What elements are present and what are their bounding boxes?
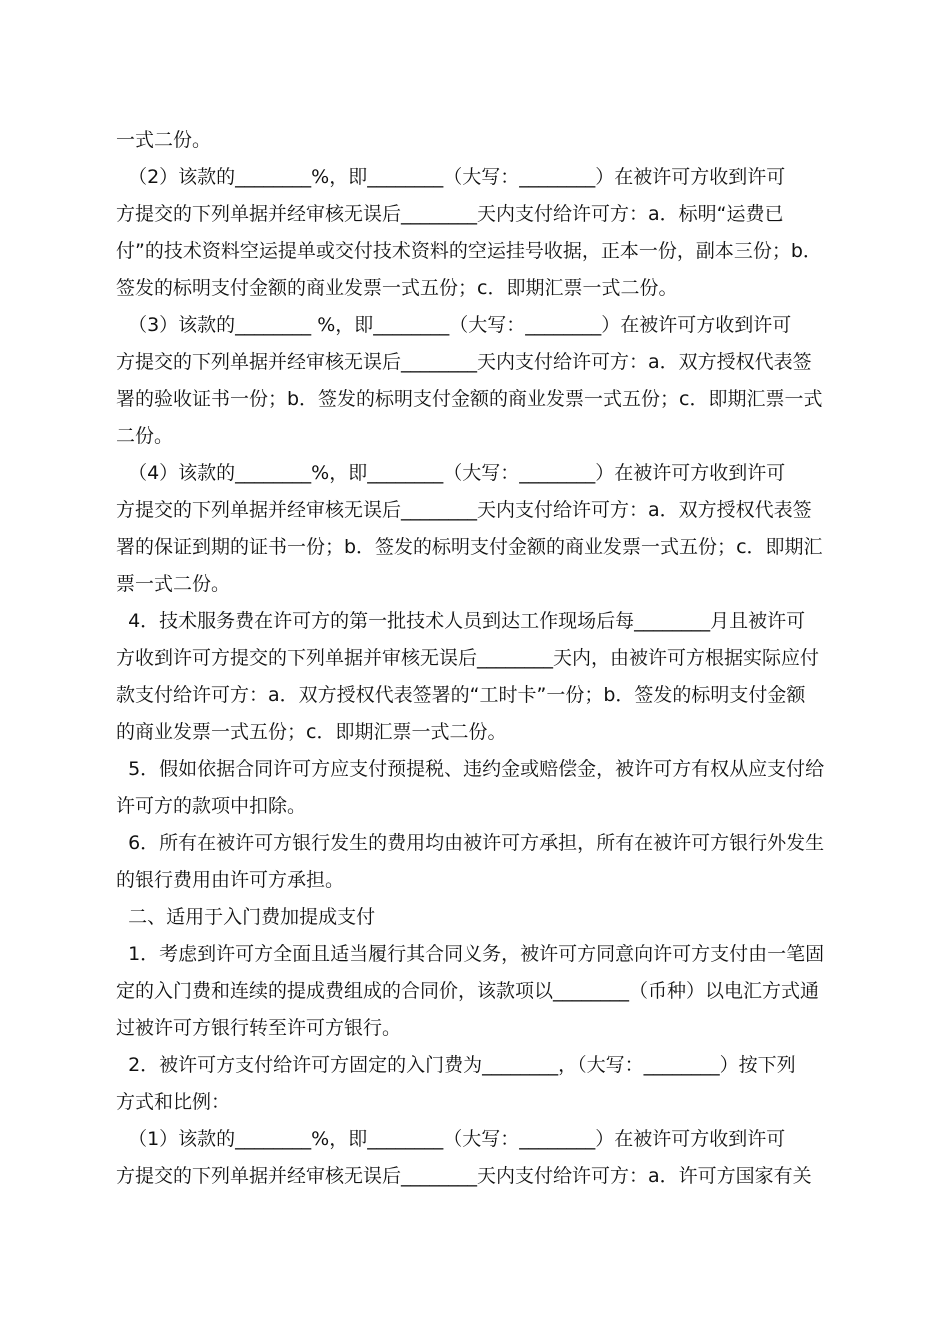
- text-line: 4．技术服务费在许可方的第一批技术人员到达工作现场后每________月且被许可: [116, 610, 806, 632]
- text-line: 方收到许可方提交的下列单据并审核无误后________天内，由被许可方根据实际应付: [116, 647, 820, 669]
- text-line: 定的入门费和连续的提成费组成的合同价，该款项以________（币种）以电汇方式通: [116, 980, 820, 1002]
- text-line: 方提交的下列单据并经审核无误后________天内支付给许可方：a．双方授权代表签: [116, 351, 812, 373]
- text-line: 签发的标明支付金额的商业发票一式五份；c．即期汇票一式二份。: [116, 277, 678, 299]
- text-line: 署的保证到期的证书一份；b．签发的标明支付金额的商业发票一式五份；c．即期汇: [116, 536, 823, 558]
- document-body: [116, 122, 836, 1195]
- text-line: 5．假如依据合同许可方应支付预提税、违约金或赔偿金，被许可方有权从应支付给: [116, 758, 825, 780]
- text-line: 二份。: [116, 425, 174, 447]
- text-line: （1）该款的________%，即________（大写：________）在被许可方收到许可: [116, 1128, 786, 1150]
- text-line: 方提交的下列单据并经审核无误后________天内支付给许可方：a．标明“运费已: [116, 203, 784, 225]
- text-line: 方提交的下列单据并经审核无误后________天内支付给许可方：a．双方授权代表签: [116, 499, 812, 521]
- text-line: 票一式二份。: [116, 573, 231, 595]
- text-line: 付”的技术资料空运提单或交付技术资料的空运挂号收据，正本一份，副本三份；b．: [116, 240, 822, 262]
- text-line: 1．考虑到许可方全面且适当履行其合同义务，被许可方同意向许可方支付由一笔固: [116, 943, 825, 965]
- text-line: 一式二份。: [116, 129, 212, 151]
- text-line: 署的验收证书一份；b．签发的标明支付金额的商业发票一式五份；c．即期汇票一式: [116, 388, 823, 410]
- text-line: 许可方的款项中扣除。: [116, 795, 307, 817]
- text-line: 2．被许可方支付给许可方固定的入门费为________，（大写：________）按下列: [116, 1054, 796, 1076]
- text-line: （4）该款的________%，即________（大写：________）在被许可方收到许可: [116, 462, 786, 484]
- text-line: 的银行费用由许可方承担。: [116, 869, 345, 891]
- text-line: （3）该款的________ %，即________（大写：________）在被许可方收到许可: [116, 314, 792, 336]
- text-line: 的商业发票一式五份；c．即期汇票一式二份。: [116, 721, 507, 743]
- text-line: 二、适用于入门费加提成支付: [116, 906, 376, 928]
- text-line: 方式和比例：: [116, 1091, 231, 1113]
- text-line: 方提交的下列单据并经审核无误后________天内支付给许可方：a．许可方国家有关: [116, 1165, 812, 1187]
- text-line: （2）该款的________%，即________（大写：________）在被许可方收到许可: [116, 166, 786, 188]
- text-line: 款支付给许可方：a．双方授权代表签署的“工时卡”一份；b．签发的标明支付金额: [116, 684, 806, 706]
- text-line: 过被许可方银行转至许可方银行。: [116, 1017, 402, 1039]
- text-line: 6．所有在被许可方银行发生的费用均由被许可方承担，所有在被许可方银行外发生: [116, 832, 825, 854]
